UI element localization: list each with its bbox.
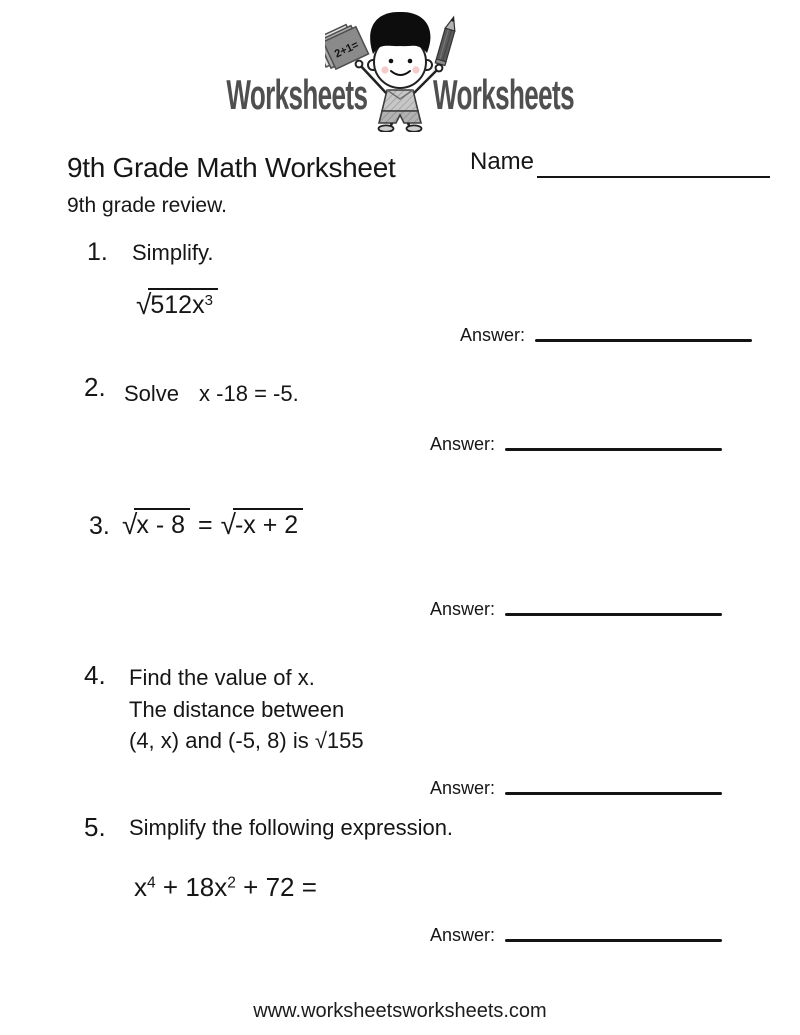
radicand-left: x - 8 [134,508,190,538]
radical-sign: √ [220,509,236,540]
answer-blank-line [505,792,722,795]
expr-exponent: 2 [227,874,236,892]
boy-shirt [382,90,418,111]
problem-5-prompt: Simplify the following expression. [129,815,454,840]
boy-foot-right [407,125,422,131]
answer-row-3 [430,599,722,621]
name-label: Name [470,148,535,175]
problem-3-expression [122,508,303,541]
radicand: 512x [150,291,205,319]
problem-1-prompt: Simplify. [132,240,214,265]
exponent: 3 [204,291,213,309]
boy-cheek-left [381,66,388,73]
logo-text-right: Worksheets [433,71,574,118]
boy-hand-right [436,65,443,72]
problem-4-line-3: (4, x) and (-5, 8) is √155 [129,728,364,753]
answer-blank-line [505,939,722,942]
radical-sign: √ [136,289,152,320]
answer-row-2 [430,434,722,456]
answer-label: Answer: [460,325,526,345]
logo-pencil-icon [435,16,458,66]
answer-blank-line [505,448,722,451]
answer-label: Answer: [430,434,496,454]
logo [0,4,800,132]
boy-eye-left [389,59,394,64]
problem-2-equation: x -18 = -5. [199,381,299,406]
answer-label: Answer: [430,599,496,619]
answer-row-5 [430,925,722,947]
radicand-right: -x + 2 [233,508,303,538]
logo-boy-illustration [325,6,475,132]
problem-2-prompt [124,381,299,407]
boy-hand-left [356,61,363,68]
problem-1-expression [136,288,218,321]
answer-blank-line [505,613,722,616]
equals-sign: = [198,511,213,539]
problem-1-number: 1. [87,238,108,266]
footer-url: www.worksheetsworksheets.com [253,1000,547,1022]
answer-row-4 [430,778,722,800]
problem-3-number: 3. [89,512,110,540]
problem-2-number: 2. [84,372,106,402]
problem-4-line-2: The distance between [129,696,345,722]
problem-4-prompt [129,662,364,757]
boy-cheek-right [412,66,419,73]
boy-foot-left [379,125,394,131]
answer-blank-line [535,339,752,342]
boy-shorts [379,111,421,123]
expr-tail: + 72 = [235,872,317,902]
radical-sign: √ [122,509,138,540]
problem-5-expression [134,872,317,903]
expr-base: x [134,872,147,902]
problem-4-line-1: Find the value of x. [129,665,315,690]
logo-text-left: Worksheets [226,71,367,118]
answer-row-1 [460,325,752,347]
answer-label: Answer: [430,778,496,798]
name-blank-line [537,176,770,178]
problem-5-number: 5. [84,812,106,842]
expr-mid: + 18x [155,872,228,902]
logo-book-text: 2+1= [332,38,361,61]
problem-2-verb: Solve [124,381,180,406]
worksheet-subtitle: 9th grade review. [67,194,227,217]
expr-exponent: 4 [147,874,156,892]
page-title: 9th Grade Math Worksheet [67,152,396,183]
answer-label: Answer: [430,925,496,945]
boy-eye-right [408,59,413,64]
problem-4-number: 4. [84,660,106,690]
